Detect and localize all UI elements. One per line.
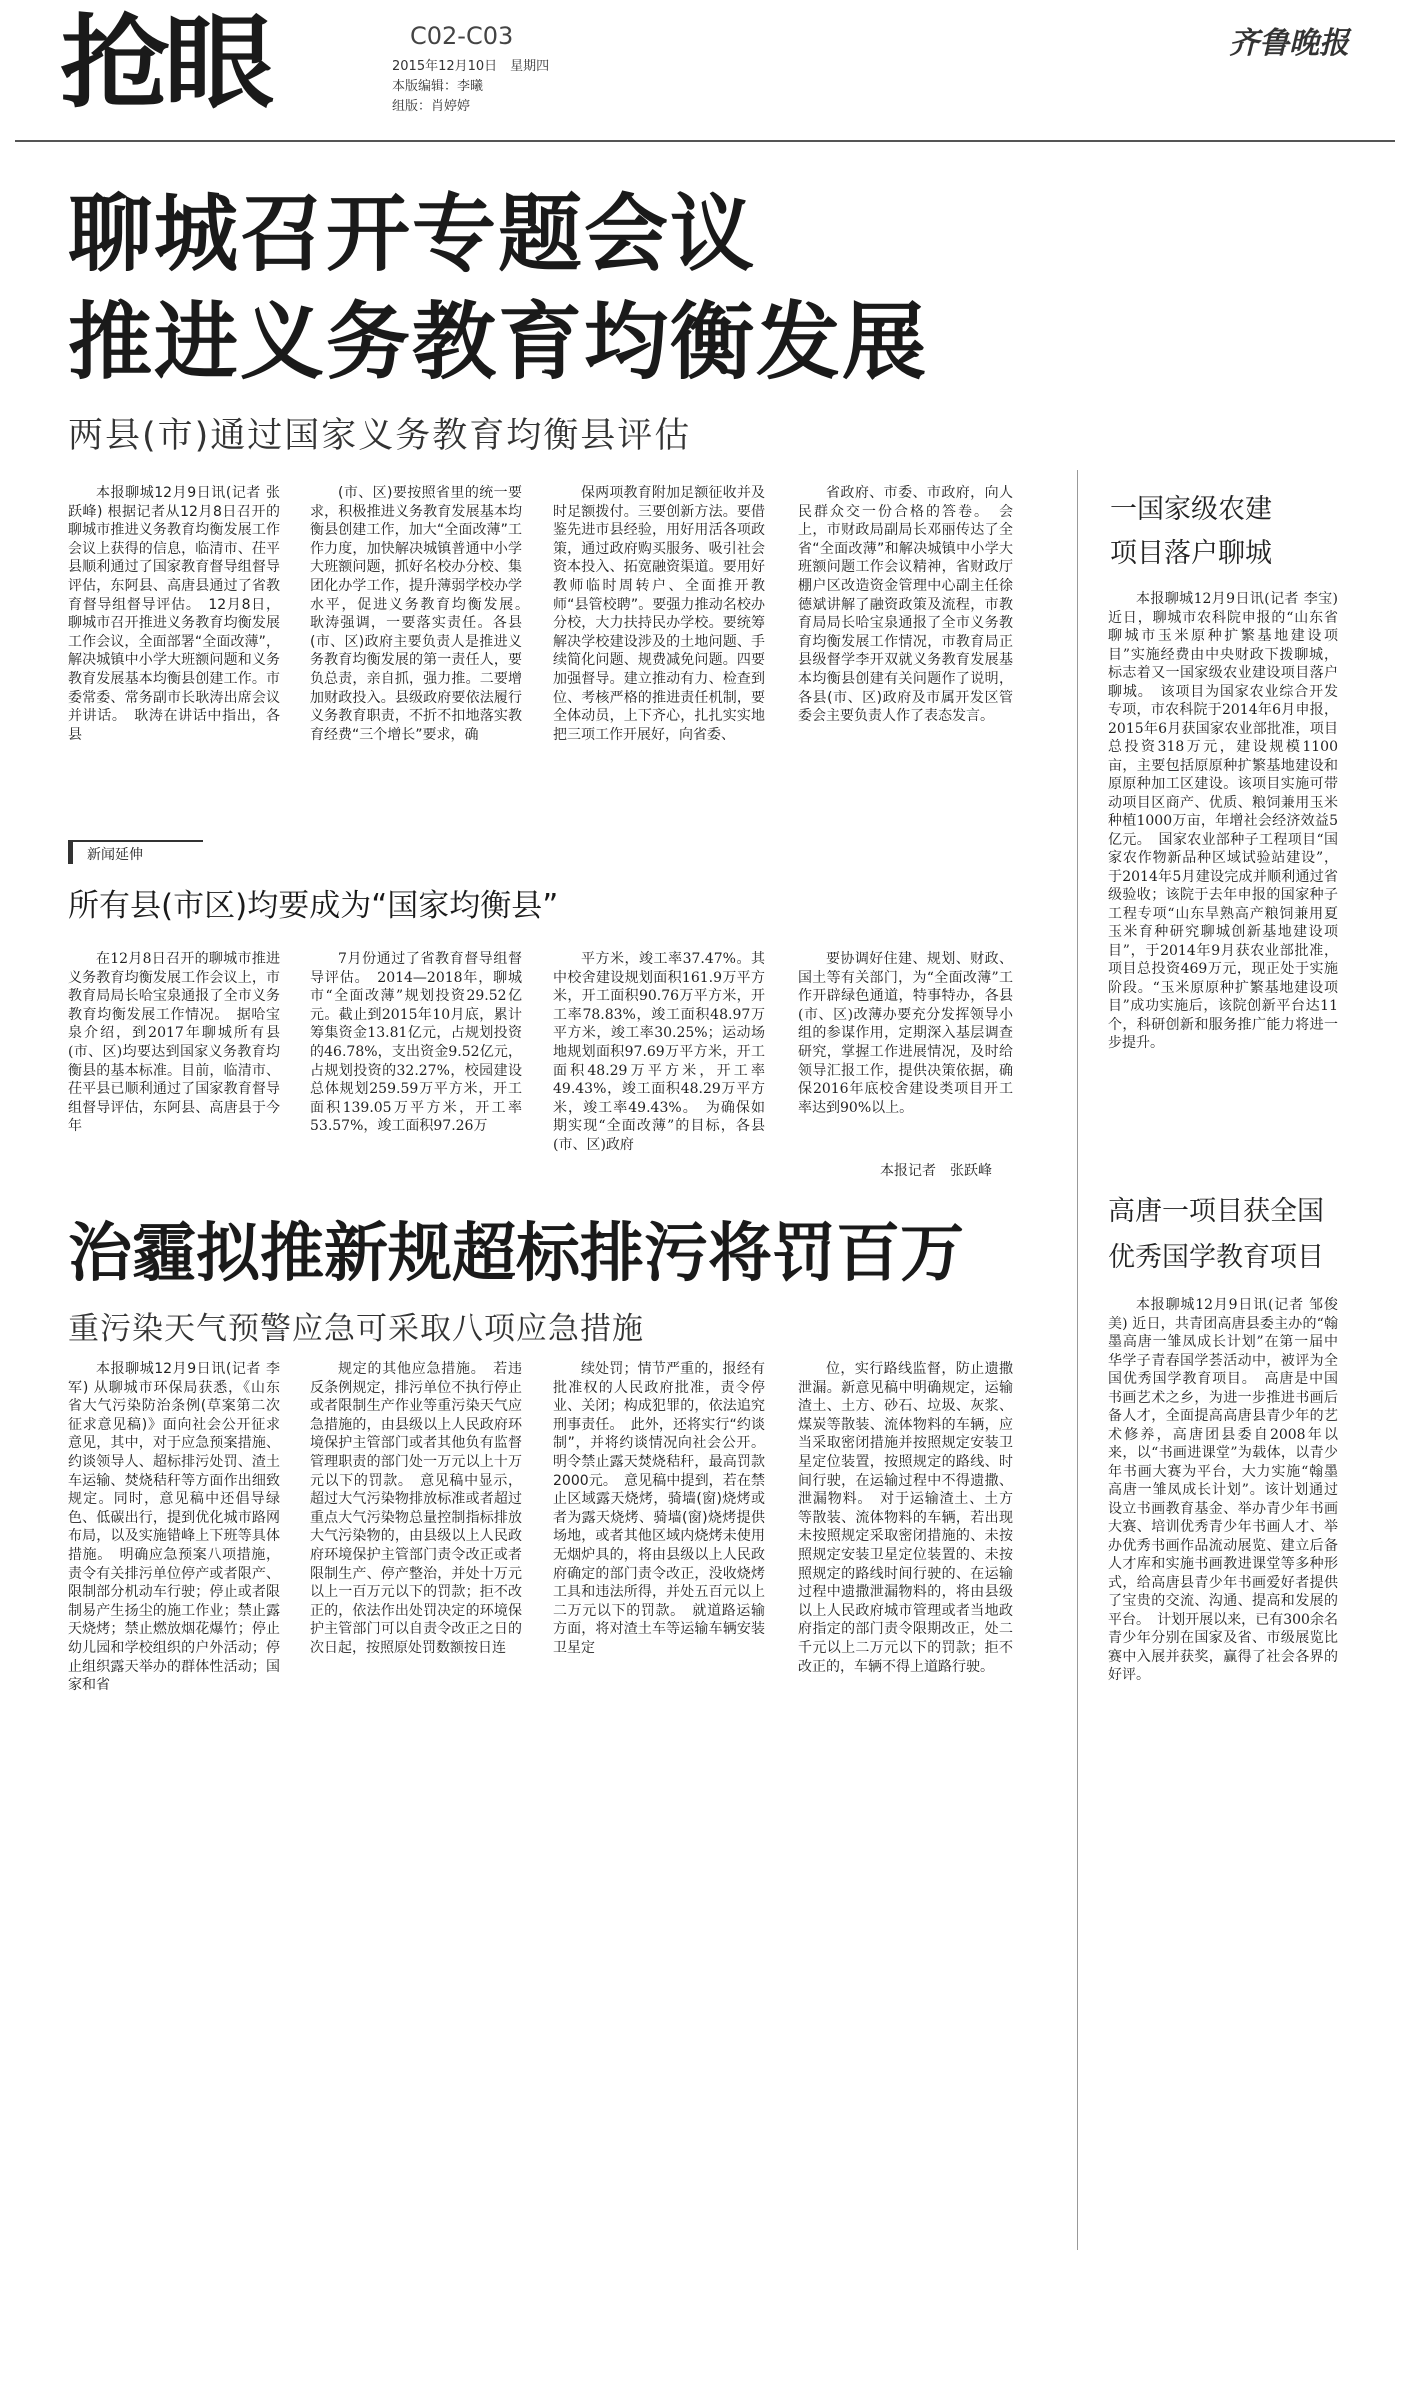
extension-byline: 本报记者 张跃峰	[880, 1163, 992, 1179]
layout-credit: 组版：肖婷婷	[392, 99, 471, 114]
sidebar1-headline-line2: 项目落户聊城	[1110, 538, 1272, 569]
sidebar2-headline-line1: 高唐一项目获全国	[1108, 1196, 1324, 1227]
extension-column-4: 要协调好住建、规划、财政、国土等有关部门，为“全面改薄”工作开辟绿色通道，特事特办，各县(市、区)改薄办要充分发挥领导小组的参谋作用，定期深入基层调查研究，掌握工作进展情况，及时给领导汇报工作，提供决策依据，确保2016年底校舍建设类项目开工率达到90%以上。	[798, 951, 1013, 1116]
extension-column-3: 平方米，竣工率37.47%。其中校舍建设规划面积161.9万平方米，开工面积90.76万平方米，开工率78.83%，竣工面积48.97万平方米，竣工率30.25%；运动场地规划面积97.69万平方米，开工面积48.29万平方米，开工率49.43%，竣工面积48.29万平方米，竣工率49.43%。 为确保如期实现“全面改薄”的目标，各县(市、区)政府	[553, 951, 765, 1153]
story2-subhead: 重污染天气预警应急可采取八项应急措施	[68, 1311, 644, 1347]
sidebar1-body: 本报聊城12月9日讯(记者 李宝) 近日，聊城市农科院申报的“山东省聊城市玉米原种扩繁基地建设项目”实施经费由中央财政下拨聊城，标志着又一国家级农业建设项目落户聊城。 该项目为国家农业综合开发专项，市农科院于2014年6月申报，2015年6月获国家农业部批准，项目总投资318万元，建设规模1100亩，主要包括原原种扩繁基地建设和原原种加工区建设。该项目实施可带动项目区商产、优质、粮饲兼用玉米种植1000万亩，年增社会经济效益5亿元。 国家农业部种子工程项目“国家农作物新品种区域试验站建设”，于2014年5月建设完成并顺利通过省级验收；该院于去年申报的国家种子工程专项“山东旱熟高产粮饲兼用夏玉米育种研究聊城创新基地建设项目”，于2014年9月获农业部批准，项目总投资469万元，现正处于实施阶段。“玉米原原种扩繁基地建设项目”成功实施后，该院创新平台达11个，科研创新和服务推广能力将进一步提升。	[1108, 591, 1338, 1051]
story2-column-3: 续处罚；情节严重的，报经有批准权的人民政府批准，责令停业、关闭；构成犯罪的，依法追究刑事责任。 此外，还将实行“约谈制”，并将约谈情况向社会公开。明令禁止露天焚烧秸秆，最高罚款2000元。 意见稿中提到，若在禁止区域露天烧烤，骑墙(窗)烧烤或者为露天烧烤、骑墙(窗)烧烤提供场地，或者其他区域内烧烤未使用无烟炉具的，将由县级以上人民政府确定的部门责令改正，没收烧烤工具和违法所得，并处五百元以上二万元以下的罚款。 就道路运输方面，将对渣土车等运输车辆安装卫星定	[553, 1361, 765, 1656]
header-rule	[15, 140, 1395, 142]
sidebar2-headline-line2: 优秀国学教育项目	[1108, 1242, 1324, 1273]
story2-column-4: 位，实行路线监督，防止遗撒泄漏。新意见稿中明确规定，运输渣土、土方、砂石、垃圾、灰浆、煤炭等散装、流体物料的车辆，应当采取密闭措施并按照规定安装卫星定位装置，按照规定的路线、时间行驶，在运输过程中不得遗撒、泄漏物料。 对于运输渣土、土方等散装、流体物料的车辆，若出现未按照规定采取密闭措施的、未按照规定安装卫星定位装置的、未按照规定的路线时间行驶的、在运输过程中遗撒泄漏物料的，将由县级以上人民政府城市管理或者当地政府指定的部门责令限期改正，处二千元以上二万元以下的罚款；拒不改正的，车辆不得上道路行驶。	[798, 1361, 1013, 1675]
page-numbers: C02-C03	[410, 22, 514, 50]
extension-column-2: 7月份通过了省教育督导组督导评估。 2014—2018年，聊城市“全面改薄”规划投资29.52亿元。截止到2015年10月底，累计筹集资金13.81亿元，占规划投资的46.78%，支出资金9.52亿元，占规划投资的32.27%，校园建设总体规划259.59万平方米，开工面积139.05万平方米，开工率53.57%，竣工面积97.26万	[310, 951, 522, 1135]
extension-headline: 所有县(市区)均要成为“国家均衡县”	[68, 888, 559, 924]
story1-column-4: 省政府、市委、市政府，向人民群众交一份合格的答卷。 会上，市财政局副局长邓丽传达了全省“全面改薄”和解决城镇中小学大班额问题工作会议精神，省财政厅棚户区改造资金管理中心副主任徐德斌讲解了融资政策及流程，市教育局局长哈宝泉通报了全市义务教育均衡发展工作情况，市教育局正县级督学李开双就义务教育发展基本均衡县创建有关问题作了说明，各县(市、区)政府及市属开发区管委会主要负责人作了表态发言。	[798, 485, 1013, 725]
masthead-title: 抢眼	[60, 4, 268, 123]
extension-column-1: 在12月8日召开的聊城市推进义务教育均衡发展工作会议上，市教育局局长哈宝泉通报了全市义务教育均衡发展工作情况。 据哈宝泉介绍，到2017年聊城所有县(市、区)均要达到国家义务教育均衡县的基本标准。目前，临清市、茌平县已顺利通过了国家教育督导组督导评估，东阿县、高唐县于今年	[68, 951, 280, 1135]
issue-date: 2015年12月10日 星期四	[392, 59, 550, 74]
story2-column-2: 规定的其他应急措施。 若违反条例规定，排污单位不执行停止或者限制生产作业等重污染天气应急措施的，由县级以上人民政府环境保护主管部门或者其他负有监督管理职责的部门处一万元以上十万元以下的罚款。 意见稿中显示，超过大气污染物排放标准或者超过重点大气污染物总量控制指标排放大气污染物的，由县级以上人民政府环境保护主管部门责令改正或者限制生产、停产整治，并处十万元以上一百万元以下的罚款；拒不改正的，依法作出处罚决定的环境保护主管部门可以自责令改正之日的次日起，按照原处罚数额按日连	[310, 1361, 522, 1656]
editor-credit: 本版编辑：李曦	[392, 79, 484, 94]
story2-column-1: 本报聊城12月9日讯(记者 李军) 从聊城市环保局获悉，《山东省大气污染防治条例(草案第二次征求意见稿)》面向社会公开征求意见，其中，对于应急预案措施、约谈领导人、超标排污处罚、渣土车运输、焚烧秸秆等方面作出细致规定。同时，意见稿中还倡导绿色、低碳出行，提到优化城市路网布局，以及实施错峰上下班等具体措施。 明确应急预案八项措施，责令有关排污单位停产或者限产、限制部分机动车行驶；停止或者限制易产生扬尘的施工作业；禁止露天烧烤；禁止燃放烟花爆竹；停止幼儿园和学校组织的户外活动；停止组织露天举办的群体性活动；国家和省	[68, 1361, 280, 1694]
story1-column-2: (市、区)要按照省里的统一要求，积极推进义务教育发展基本均衡县创建工作，加大“全面改薄”工作力度，加快解决城镇普通中小学大班额问题，抓好名校办分校、集团化办学工作，提升薄弱学校办学水平，促进义务教育均衡发展。 耿涛强调，一要落实责任。各县(市、区)政府主要负责人是推进义务教育均衡发展的第一责任人，要负总责，亲自抓，强力推。二要增加财政投入。县级政府要依法履行义务教育职责，不折不扣地落实教育经费“三个增长”要求，确	[310, 485, 536, 743]
story1-headline-line2: 推进义务教育均衡发展	[68, 293, 929, 391]
extension-tag-box	[68, 840, 203, 864]
sidebar-divider	[1077, 470, 1078, 2250]
sidebar2-body: 本报聊城12月9日讯(记者 邹俊美) 近日，共青团高唐县委主办的“翰墨高唐一雏凤成长计划”在第一届中华学子青春国学荟活动中，被评为全国优秀国学教育项目。 高唐是中国书画艺术之乡，为进一步推进书画后备人才，全面提高高唐县青少年的艺术修养，高唐团县委自2008年以来，以“书画进课堂”为载体，以青少年书画大赛为平台，大力实施“翰墨高唐一雏凤成长计划”。该计划通过设立书画教育基金、举办青少年书画大赛、培训优秀青少年书画人才、举办优秀书画作品流动展览、建立后备人才库和实施书画教进课堂等多种形式，给高唐县青少年书画爱好者提供了宝贵的交流、沟通、提高和发展的平台。 计划开展以来，已有300余名青少年分别在国家及省、市级展览比赛中入展并获奖，赢得了社会各界的好评。	[1108, 1297, 1338, 1683]
sidebar1-headline-line1: 一国家级农建	[1110, 494, 1272, 525]
story1-headline-line1: 聊城召开专题会议	[68, 185, 757, 283]
story2-headline: 治霾拟推新规超标排污将罚百万	[68, 1217, 964, 1291]
newspaper-logo: 齐鲁晚报	[1229, 26, 1349, 61]
story1-column-1: 本报聊城12月9日讯(记者 张跃峰) 根据记者从12月8日召开的聊城市推进义务教育均衡发展工作会议上获得的信息，临清市、茌平县顺利通过了国家教育督导组督导评估，东阿县、高唐县通过了省教育督导组督导评估。 12月8日，聊城市召开推进义务教育均衡发展工作会议，全面部署“全面改薄”，解决城镇中小学大班额问题和义务教育发展基本均衡县创建工作。市委常委、常务副市长耿涛出席会议并讲话。 耿涛在讲话中指出，各县	[68, 485, 280, 743]
story1-column-3: 保两项教育附加足额征收并及时足额拨付。三要创新方法。要借鉴先进市县经验，用好用活各项政策，通过政府购买服务、吸引社会资本投入、拓宽融资渠道。要用好教师临时周转户、全面推开教师“县管校聘”。要强力推动名校办分校，大力扶持民办学校。要统筹解决学校建设涉及的土地问题、手续简化问题、规费减免问题。四要加强督导。建立推动有力、检查到位、考核严格的推进责任机制，要全体动员，上下齐心，扎扎实实地把三项工作开展好，向省委、	[553, 485, 765, 743]
extension-tag: 新闻延伸	[87, 847, 143, 863]
story1-subhead: 两县(市)通过国家义务教育均衡县评估	[68, 416, 692, 456]
